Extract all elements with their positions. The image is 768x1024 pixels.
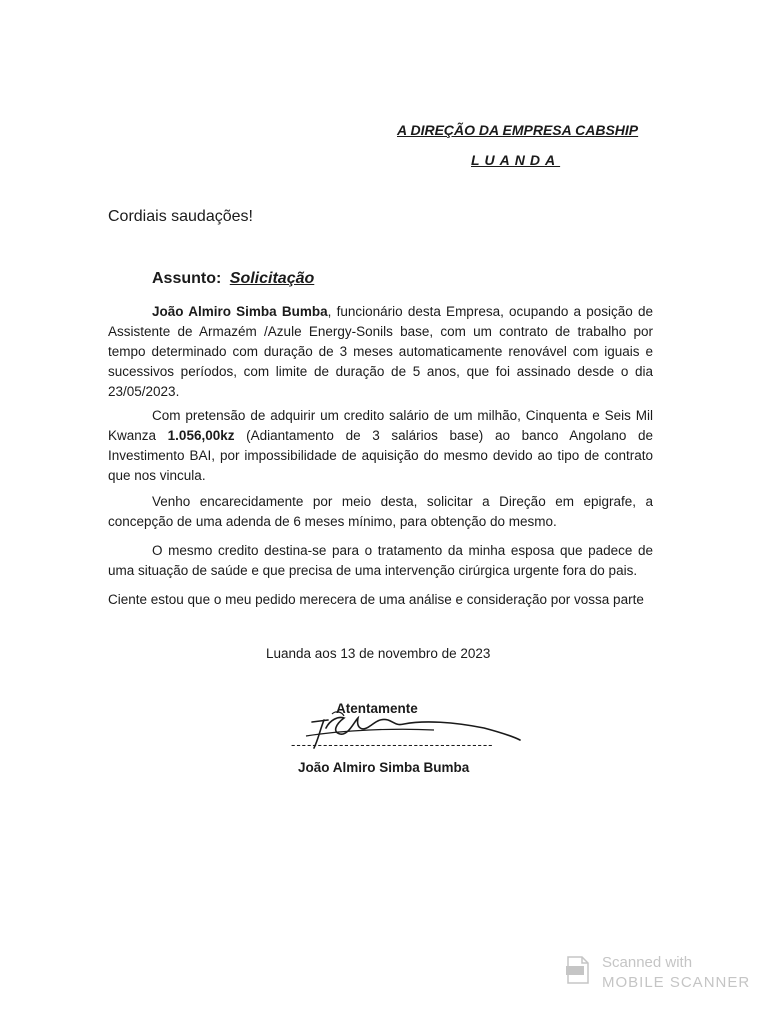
subject-value: Solicitação [229, 270, 315, 287]
paragraph-credit [108, 406, 653, 486]
scanner-watermark [566, 952, 751, 1002]
paragraph-employment-text: , funcionário desta Empresa, ocupando a posição de Assistente de Armazém /Azule Energy-Sonils base, com um contrato de trabalho por tempo determinado com duração de 3 meses automaticamente renovável com iguais e sucessivos períodos, com limite de duração de 5 anos, que foi assinado desde o dia 23/05/2023. [108, 304, 653, 399]
paragraph-closing-remark: Ciente estou que o meu pedido merecera de uma análise e consideração por vossa parte [108, 592, 644, 607]
subject-label: Assunto: [152, 270, 222, 287]
paragraph-request [108, 492, 653, 532]
credit-amount: 1.056,00kz [167, 428, 235, 443]
recipient-heading: A DIREÇÃO DA EMPRESA CABSHIP [397, 122, 639, 138]
paragraph-credit-before: Com pretensão de adquirir um credito salário de um milhão, Cinquenta e Seis Mil Kwanza [108, 408, 653, 443]
watermark-line2: MOBILE SCANNER [602, 974, 751, 991]
subject-line [152, 270, 314, 288]
paragraph-request-text: Venho encarecidamente por meio desta, solicitar a Direção em epigrafe, a concepção de uma adenda de 6 meses mínimo, para obtenção do mesmo. [108, 494, 653, 529]
paragraph-credit-after: (Adiantamento de 3 salários base) ao banco Angolano de Investimento BAI, por impossibilidade de aquisição do mesmo devido ao tipo de contrato que nos vincula. [108, 428, 653, 483]
greeting: Cordiais saudações! [108, 208, 253, 225]
signature-line: -------------------------------------- [291, 737, 494, 752]
paragraph-reason [108, 541, 653, 581]
place-date: Luanda aos 13 de novembro de 2023 [266, 646, 491, 661]
employee-name: João Almiro Simba Bumba [152, 304, 328, 319]
pdf-icon [566, 956, 590, 984]
closing-salutation: Atentamente [336, 701, 418, 716]
signer-name: João Almiro Simba Bumba [298, 760, 470, 775]
paragraph-employment [108, 302, 653, 402]
city-heading: LUANDA [471, 152, 561, 168]
watermark-line1: Scanned with [602, 954, 693, 971]
paragraph-reason-text: O mesmo credito destina-se para o tratamento da minha esposa que padece de uma situação de saúde e que precisa de uma intervenção cirúrgica urgente fora do pais. [108, 543, 653, 578]
